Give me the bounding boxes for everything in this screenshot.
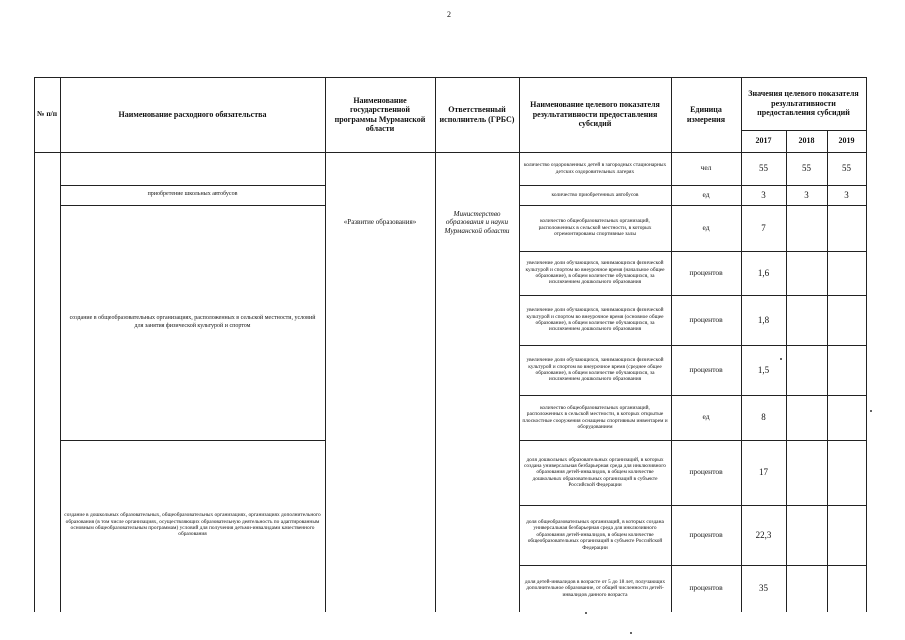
indicator-cell: доля общеобразовательных организаций, в которых создана универсальная безбарьерная среда для инклюзивного образования детей-инвалидов, в общем количестве общеобразовательных организаций в субъекте Российской Федерации (526, 519, 664, 551)
value-2019-cell (827, 395, 866, 440)
value-2019-cell: 3 (844, 189, 849, 200)
obligation-rural-sports: создание в общеобразовательных организациях, расположенных в сельской местности, условий для занятия физической культурой и спортом (69, 315, 316, 329)
indicator-cell: доля детей-инвалидов в возрасте от 5 до 18 лет, получающих дополнительное образование, от общей численности детей-инвалидов данного возраста (524, 578, 666, 598)
indicator-cell: увеличение доли обучающихся, занимающихся физической культурой и спортом во внеурочное время (среднее общее образование), в общем количестве обучающихся, за исключением дошкольного образования (526, 357, 664, 383)
unit-cell: процентов (689, 364, 723, 374)
value-2019-cell (827, 505, 866, 565)
header-year-2017: 2017 (755, 136, 772, 146)
header-year-2018: 2018 (798, 136, 815, 146)
indicator-cell: количество оздоровленных детей в загородных стационарных детских оздоровительных лагерях (523, 162, 667, 175)
value-2018-cell (786, 295, 827, 345)
value-2017-cell: 35 (759, 583, 768, 594)
unit-cell: чел (700, 163, 712, 173)
header-indicator: Наименование целевого показателя результативности предоставления субсидий (530, 100, 660, 129)
scan-speck (585, 612, 587, 614)
header-program: Наименование государственной программы Мурманской области (334, 95, 426, 133)
value-2018-cell (786, 565, 827, 612)
value-2018-cell (786, 205, 827, 251)
header-number: № п/п (36, 109, 58, 119)
value-2018-cell (786, 440, 827, 505)
col-border-right (866, 77, 867, 612)
col-border-program (325, 77, 326, 612)
executor-name: Министерство образования и науки Мурманской области (444, 209, 510, 235)
value-2018-cell: 55 (802, 163, 811, 174)
unit-cell: процентов (689, 529, 723, 539)
indicator-cell: доля дошкольных образовательных организаций, в которых создана универсальная безбарьерная среда для инклюзивного образования детей-инвалидов, в общем количестве дошкольных образовательных организаций в субъекте Российской Федерации (523, 456, 666, 489)
page-number: 2 (447, 10, 451, 19)
value-2019-cell (827, 565, 866, 612)
header-year-2019: 2019 (838, 136, 855, 146)
scan-speck (870, 410, 872, 412)
value-2018-cell: 3 (804, 189, 809, 200)
unit-cell: процентов (689, 467, 723, 477)
unit-cell: процентов (689, 267, 723, 277)
value-2019-cell (827, 251, 866, 295)
value-2019-cell (827, 205, 866, 251)
value-2018-cell (786, 345, 827, 395)
value-2017-cell: 7 (761, 222, 766, 233)
unit-cell: ед (702, 412, 710, 422)
obligation-disabled-children: создание в дошкольных образовательных, общеобразовательных организациях, организациях дополнительного образования (в том числе организациях, осуществляющих образовательную деятельность по адаптированным основным общеобразовательным программам) условий для получения детьми-инвалидами качественного образования (64, 512, 321, 538)
col-border-executor (435, 77, 436, 612)
value-2019-cell: 55 (842, 163, 851, 174)
value-2017-cell: 8 (761, 412, 766, 423)
unit-cell: процентов (689, 583, 723, 593)
header-unit: Единица измерения (686, 105, 726, 124)
value-2017-cell: 1,8 (757, 314, 770, 325)
value-2017-cell: 17 (759, 467, 768, 478)
header-obligation: Наименование расходного обязательства (118, 109, 267, 119)
value-2017-cell: 22,3 (755, 529, 772, 540)
col-border-left (34, 77, 35, 612)
value-2018-cell (786, 251, 827, 295)
indicator-cell: увеличение доли обучающихся, занимающихся физической культурой и спортом во внеурочное время (основное общее образование), в общем количестве обучающихся, за исключением дошкольного образования (526, 307, 664, 333)
scan-speck (630, 632, 632, 634)
value-2019-cell (827, 295, 866, 345)
indicator-cell: количество общеобразовательных организаций, расположенных в сельской местности, в которых открытые плоскостные сооружения оснащены спортивным инвентарем и оборудованием (522, 404, 668, 430)
unit-cell: ед (702, 222, 710, 232)
indicator-cell: увеличение доли обучающихся, занимающихся физической культурой и спортом во внеурочное время (начальное общее образование), в общем количестве обучающихся, за исключением дошкольного образования (525, 260, 665, 286)
value-2017-cell: 55 (759, 163, 768, 174)
indicator-cell: количество общеобразовательных организаций, расположенных в сельской местности, в которых отремонтированы спортивные залы (538, 218, 652, 238)
value-2019-cell (827, 345, 866, 395)
value-2017-cell: 1,5 (757, 364, 770, 375)
unit-cell: ед (702, 189, 710, 199)
indicator-cell: количество приобретенных автобусов (551, 191, 639, 198)
header-values: Значения целевого показателя результативности предоставления субсидий (748, 89, 859, 118)
scan-speck (780, 358, 782, 360)
value-2019-cell (827, 440, 866, 505)
value-2018-cell (786, 505, 827, 565)
value-2017-cell: 1,6 (757, 267, 770, 278)
value-2017-cell: 3 (761, 189, 766, 200)
program-name: «Развитие образования» (343, 218, 417, 227)
obligation-school-buses: приобретение школьных автобусов (147, 191, 238, 198)
value-2018-cell (786, 395, 827, 440)
header-executor: Ответственный исполнитель (ГРБС) (439, 105, 515, 124)
unit-cell: процентов (689, 314, 723, 324)
